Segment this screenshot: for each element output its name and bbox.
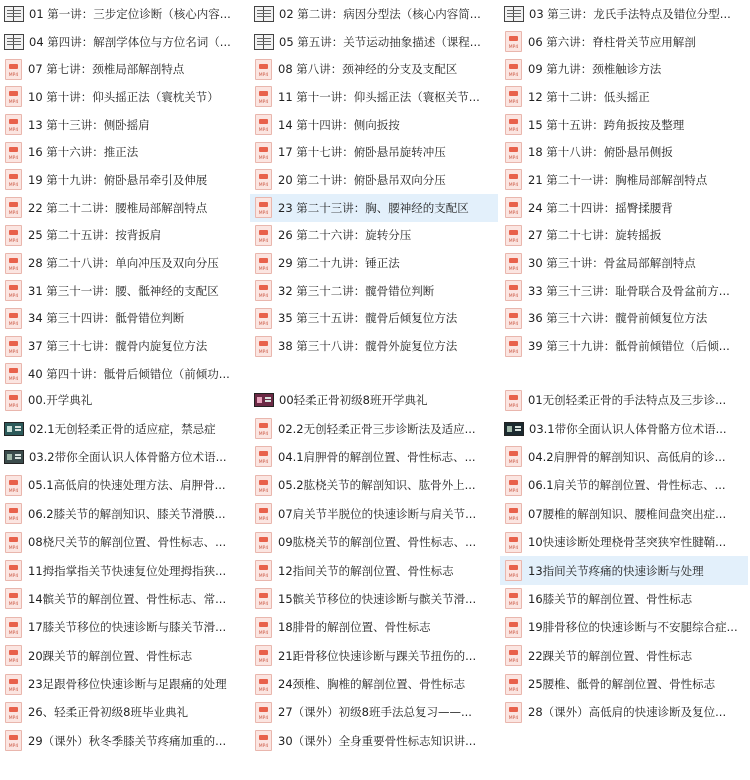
mp4-file-icon: MP4: [505, 702, 522, 723]
mp4-file-icon: MP4: [505, 446, 522, 467]
file-name: 26、轻柔正骨初级8班毕业典礼: [28, 705, 188, 720]
mp4-file-icon: MP4: [255, 59, 272, 80]
file-item[interactable]: [0, 585, 248, 613]
mp4-file-icon: MP4: [5, 560, 22, 581]
mp4-file-icon: MP4: [505, 503, 522, 524]
file-name: 37 第三十七讲：髋骨内旋复位方法: [28, 339, 208, 354]
file-item[interactable]: [250, 528, 498, 556]
file-item[interactable]: [250, 414, 498, 442]
mp4-file-icon: MP4: [5, 280, 22, 301]
file-name: 20 第二十讲：俯卧悬吊双向分压: [278, 172, 446, 187]
file-name: 15髌关节移位的快速诊断与髌关节滑...: [278, 591, 477, 606]
file-item[interactable]: [0, 166, 248, 194]
mp4-file-icon: MP4: [255, 197, 272, 218]
mp4-file-icon: MP4: [5, 114, 22, 135]
file-name: 17 第十七讲：俯卧悬吊旋转冲压: [278, 145, 446, 160]
mp4-file-icon: MP4: [255, 418, 272, 439]
file-name: 18 第十八讲：俯卧悬吊侧扳: [528, 145, 673, 160]
mp4-file-icon: MP4: [505, 475, 522, 496]
file-item[interactable]: [500, 500, 748, 528]
mp4-file-icon: MP4: [255, 142, 272, 163]
file-name: 04.2肩胛骨的解剖知识、高低肩的诊...: [528, 449, 726, 464]
file-item[interactable]: [500, 249, 748, 277]
file-name: 07 第七讲：颈椎局部解剖特点: [28, 62, 185, 77]
file-name: 33 第三十三讲：耻骨联合及骨盆前方...: [528, 283, 730, 298]
file-name: 28（课外）高低肩的快速诊断及复位...: [528, 705, 727, 720]
file-item[interactable]: [250, 138, 498, 166]
file-column: [250, 386, 500, 755]
file-name: 11拇指掌指关节快速复位处理拇指狭...: [28, 563, 227, 578]
file-name: 06 第六讲：脊柱骨关节应用解剖: [528, 34, 696, 49]
mp4-file-icon: MP4: [255, 730, 272, 751]
file-name: 00.开学典礼: [28, 393, 93, 408]
file-item[interactable]: [0, 83, 248, 111]
file-item[interactable]: [250, 443, 498, 471]
mp4-file-icon: MP4: [505, 617, 522, 638]
bottom-file-grid: [0, 386, 750, 780]
file-item[interactable]: [500, 670, 748, 698]
mp4-file-icon: MP4: [255, 503, 272, 524]
file-name: 17膝关节移位的快速诊断与膝关节滑...: [28, 620, 227, 635]
mp4-file-icon: MP4: [5, 253, 22, 274]
file-item[interactable]: [0, 642, 248, 670]
file-column: [0, 386, 250, 755]
file-item[interactable]: [500, 166, 748, 194]
mp4-file-icon: MP4: [255, 253, 272, 274]
mp4-file-icon: MP4: [255, 336, 272, 357]
file-name: 12指间关节的解剖位置、骨性标志: [278, 563, 454, 578]
file-name: 25 第二十五讲：按背扳肩: [28, 228, 162, 243]
file-name: 32 第三十二讲：髋骨错位判断: [278, 283, 435, 298]
video-thumbnail-icon: [4, 450, 24, 464]
mp4-file-icon: MP4: [505, 532, 522, 553]
file-name: 09 第九讲：颈椎触诊方法: [528, 62, 662, 77]
file-item[interactable]: [500, 471, 748, 499]
mp4-file-icon: MP4: [255, 674, 272, 695]
mp4-file-icon: MP4: [255, 645, 272, 666]
mp4-file-icon: MP4: [5, 308, 22, 329]
file-name: 09肱桡关节的解剖位置、骨性标志、...: [278, 535, 477, 550]
file-item[interactable]: [250, 556, 498, 584]
mp4-file-icon: MP4: [5, 197, 22, 218]
mp4-file-icon: MP4: [255, 475, 272, 496]
file-name: 08 第八讲：颈神经的分支及支配区: [278, 62, 458, 77]
file-name: 14髌关节的解剖位置、骨性标志、常...: [28, 591, 227, 606]
mp4-file-icon: MP4: [505, 336, 522, 357]
file-name: 30 第三十讲：骨盆局部解剖特点: [528, 256, 696, 271]
file-name: 03 第三讲：龙氏手法特点及错位分型...: [529, 6, 731, 21]
mp4-file-icon: MP4: [5, 730, 22, 751]
file-name: 15 第十五讲：跨角扳按及整理: [528, 117, 685, 132]
file-item[interactable]: [250, 277, 498, 305]
mp4-file-icon: MP4: [5, 390, 22, 411]
file-name: 27 第二十七讲：旋转摇扳: [528, 228, 662, 243]
mp4-file-icon: MP4: [255, 86, 272, 107]
file-name: 06.2膝关节的解剖知识、膝关节滑膜...: [28, 506, 226, 521]
mp4-file-icon: MP4: [5, 674, 22, 695]
file-item[interactable]: [250, 249, 498, 277]
mp4-file-icon: MP4: [5, 588, 22, 609]
document-file-icon: [254, 6, 274, 22]
file-name: 35 第三十五讲：髋骨后倾复位方法: [278, 311, 458, 326]
mp4-file-icon: MP4: [255, 617, 272, 638]
file-item[interactable]: [0, 727, 248, 755]
file-item[interactable]: [0, 0, 248, 28]
video-thumbnail-icon: [504, 422, 524, 436]
mp4-file-icon: MP4: [255, 446, 272, 467]
video-thumbnail-icon: [254, 393, 274, 407]
file-item[interactable]: [0, 249, 248, 277]
file-name: 10 第十讲：仰头摇正法（寰枕关节）: [28, 89, 219, 104]
file-item[interactable]: [500, 55, 748, 83]
file-item[interactable]: [250, 642, 498, 670]
file-name: 05.1高低肩的快速处理方法、肩胛骨...: [28, 478, 226, 493]
file-item[interactable]: [250, 670, 498, 698]
file-name: 16膝关节的解剖位置、骨性标志: [528, 591, 693, 606]
file-item[interactable]: [0, 500, 248, 528]
file-item[interactable]: [0, 556, 248, 584]
document-file-icon: [504, 6, 524, 22]
file-name: 00轻柔正骨初级8班开学典礼: [279, 393, 428, 408]
mp4-file-icon: MP4: [5, 169, 22, 190]
mp4-file-icon: MP4: [505, 197, 522, 218]
file-item[interactable]: [500, 332, 748, 360]
mp4-file-icon: MP4: [255, 114, 272, 135]
file-item[interactable]: [0, 613, 248, 641]
file-column: [500, 386, 750, 727]
file-item[interactable]: [500, 28, 748, 56]
file-item[interactable]: [250, 386, 498, 414]
file-item[interactable]: [250, 585, 498, 613]
file-name: 27（课外）初级8班手法总复习——...: [278, 705, 472, 720]
file-name: 29 第二十九讲：锤正法: [278, 256, 400, 271]
top-file-grid: [0, 0, 750, 384]
mp4-file-icon: MP4: [505, 390, 522, 411]
file-item[interactable]: [0, 55, 248, 83]
file-item[interactable]: [250, 28, 498, 56]
file-item[interactable]: [250, 55, 498, 83]
mp4-file-icon: MP4: [505, 169, 522, 190]
mp4-file-icon: MP4: [505, 645, 522, 666]
file-name: 14 第十四讲：侧向扳按: [278, 117, 400, 132]
file-name: 13 第十三讲：侧卧摇肩: [28, 117, 150, 132]
file-item[interactable]: [250, 500, 498, 528]
file-item[interactable]: [500, 585, 748, 613]
file-name: 31 第三十一讲：腰、骶神经的支配区: [28, 283, 219, 298]
file-item[interactable]: [250, 698, 498, 726]
mp4-file-icon: MP4: [5, 645, 22, 666]
file-item[interactable]: [500, 613, 748, 641]
file-name: 22 第二十二讲：腰椎局部解剖特点: [28, 200, 208, 215]
file-name: 16 第十六讲：推正法: [28, 145, 139, 160]
file-item[interactable]: [250, 166, 498, 194]
file-name: 04 第四讲：解剖学体位与方位名词（...: [29, 34, 231, 49]
mp4-file-icon: MP4: [505, 674, 522, 695]
mp4-file-icon: MP4: [255, 588, 272, 609]
file-name: 24颈椎、胸椎的解剖位置、骨性标志: [278, 677, 466, 692]
file-name: 23 第二十三讲：胸、腰神经的支配区: [278, 200, 469, 215]
file-name: 04.1肩胛骨的解剖位置、骨性标志、...: [278, 449, 476, 464]
file-column: [250, 0, 500, 360]
file-item[interactable]: [500, 556, 748, 584]
document-file-icon: [4, 6, 24, 22]
mp4-file-icon: MP4: [5, 86, 22, 107]
file-item[interactable]: [0, 670, 248, 698]
file-item[interactable]: [0, 194, 248, 222]
mp4-file-icon: MP4: [255, 280, 272, 301]
mp4-file-icon: MP4: [5, 617, 22, 638]
mp4-file-icon: MP4: [505, 114, 522, 135]
file-item[interactable]: [0, 414, 248, 442]
mp4-file-icon: MP4: [255, 560, 272, 581]
mp4-file-icon: MP4: [505, 280, 522, 301]
mp4-file-icon: MP4: [5, 225, 22, 246]
file-name: 38 第三十八讲：髋骨外旋复位方法: [278, 339, 458, 354]
mp4-file-icon: MP4: [5, 336, 22, 357]
mp4-file-icon: MP4: [255, 532, 272, 553]
mp4-file-icon: MP4: [5, 475, 22, 496]
mp4-file-icon: MP4: [255, 169, 272, 190]
file-item[interactable]: [500, 194, 748, 222]
file-name: 07肩关节半脱位的快速诊断与肩关节...: [278, 506, 477, 521]
file-item[interactable]: [250, 727, 498, 755]
document-file-icon: [4, 34, 24, 50]
mp4-file-icon: MP4: [505, 253, 522, 274]
file-column: [0, 0, 250, 388]
file-item[interactable]: [0, 138, 248, 166]
file-name: 28 第二十八讲：单向冲压及双向分压: [28, 256, 219, 271]
file-name: 21 第二十一讲：胸椎局部解剖特点: [528, 172, 708, 187]
file-item[interactable]: [250, 305, 498, 333]
file-name: 20踝关节的解剖位置、骨性标志: [28, 648, 193, 663]
file-name: 30（课外）全身重要骨性标志知识讲...: [278, 733, 477, 748]
mp4-file-icon: MP4: [5, 702, 22, 723]
file-item[interactable]: [500, 222, 748, 250]
file-item[interactable]: [250, 222, 498, 250]
file-column: [500, 0, 750, 360]
file-name: 24 第二十四讲：摇臀揉腰背: [528, 200, 673, 215]
file-item[interactable]: [500, 111, 748, 139]
file-name: 05.2肱桡关节的解剖知识、肱骨外上...: [278, 478, 476, 493]
file-item[interactable]: [0, 277, 248, 305]
file-item[interactable]: [250, 332, 498, 360]
file-item[interactable]: [0, 443, 248, 471]
mp4-file-icon: MP4: [505, 308, 522, 329]
file-item[interactable]: [500, 642, 748, 670]
mp4-file-icon: MP4: [255, 225, 272, 246]
file-name: 08桡尺关节的解剖位置、骨性标志、...: [28, 535, 227, 550]
mp4-file-icon: MP4: [505, 225, 522, 246]
file-item[interactable]: [250, 471, 498, 499]
file-item[interactable]: [0, 28, 248, 56]
file-item[interactable]: [500, 386, 748, 414]
mp4-file-icon: MP4: [505, 560, 522, 581]
mp4-file-icon: MP4: [505, 31, 522, 52]
mp4-file-icon: MP4: [505, 588, 522, 609]
file-name: 36 第三十六讲：髋骨前倾复位方法: [528, 311, 708, 326]
file-name: 40 第四十讲：骶骨后倾错位（前倾功...: [28, 366, 230, 381]
mp4-file-icon: MP4: [505, 59, 522, 80]
file-item[interactable]: [0, 471, 248, 499]
file-item[interactable]: [250, 83, 498, 111]
file-name: 25腰椎、骶骨的解剖位置、骨性标志: [528, 677, 716, 692]
file-item[interactable]: [500, 305, 748, 333]
file-item[interactable]: [500, 698, 748, 726]
mp4-file-icon: MP4: [5, 503, 22, 524]
document-file-icon: [254, 34, 274, 50]
file-name: 12 第十二讲：低头摇正: [528, 89, 650, 104]
file-item[interactable]: [250, 613, 498, 641]
file-item[interactable]: [500, 414, 748, 442]
file-item[interactable]: [500, 528, 748, 556]
file-item[interactable]: [0, 222, 248, 250]
video-thumbnail-icon: [4, 422, 24, 436]
file-item[interactable]: [0, 386, 248, 414]
file-name: 29（课外）秋冬季膝关节疼痛加重的...: [28, 733, 227, 748]
file-item[interactable]: [500, 443, 748, 471]
mp4-file-icon: MP4: [5, 532, 22, 553]
file-name: 21距骨移位快速诊断与踝关节扭伤的...: [278, 648, 477, 663]
file-item[interactable]: [500, 138, 748, 166]
file-name: 07腰椎的解剖知识、腰椎间盘突出症...: [528, 506, 727, 521]
file-name: 01 第一讲：三步定位诊断（核心内容...: [29, 6, 231, 21]
file-name: 05 第五讲：关节运动抽象描述（课程...: [279, 34, 481, 49]
mp4-file-icon: MP4: [5, 363, 22, 384]
file-item[interactable]: [0, 305, 248, 333]
file-name: 02 第二讲：病因分型法（核心内容简...: [279, 6, 481, 21]
file-name: 02.1无创轻柔正骨的适应症，禁忌症: [29, 421, 216, 436]
file-name: 13指间关节疼痛的快速诊断与处理: [528, 563, 704, 578]
file-name: 39 第三十九讲：骶骨前倾错位（后倾...: [528, 339, 730, 354]
file-name: 06.1肩关节的解剖位置、骨性标志、...: [528, 478, 726, 493]
file-item[interactable]: [500, 0, 748, 28]
file-name: 19腓骨移位的快速诊断与不安腿综合症...: [528, 620, 738, 635]
file-name: 03.2带你全面认识人体骨骼方位术语...: [29, 449, 227, 464]
file-name: 10快速诊断处理桡骨茎突狭窄性腱鞘...: [528, 535, 727, 550]
file-item[interactable]: [250, 194, 498, 222]
mp4-file-icon: MP4: [5, 59, 22, 80]
file-name: 11 第十一讲：仰头摇正法（寰枢关节...: [278, 89, 480, 104]
file-item[interactable]: [0, 332, 248, 360]
file-item[interactable]: [500, 83, 748, 111]
file-item[interactable]: [250, 111, 498, 139]
file-name: 26 第二十六讲：旋转分压: [278, 228, 412, 243]
mp4-file-icon: MP4: [505, 142, 522, 163]
file-name: 22踝关节的解剖位置、骨性标志: [528, 648, 693, 663]
file-item[interactable]: [0, 111, 248, 139]
mp4-file-icon: MP4: [255, 702, 272, 723]
file-item[interactable]: [250, 0, 498, 28]
file-item[interactable]: [500, 277, 748, 305]
file-name: 18腓骨的解剖位置、骨性标志: [278, 620, 431, 635]
file-name: 23足跟骨移位快速诊断与足跟痛的处理: [28, 677, 227, 692]
file-name: 01无创轻柔正骨的手法特点及三步诊...: [528, 393, 727, 408]
file-item[interactable]: [0, 698, 248, 726]
file-name: 02.2无创轻柔正骨三步诊断法及适应...: [278, 421, 476, 436]
file-item[interactable]: [0, 528, 248, 556]
mp4-file-icon: MP4: [505, 86, 522, 107]
mp4-file-icon: MP4: [255, 308, 272, 329]
mp4-file-icon: MP4: [5, 142, 22, 163]
file-name: 03.1带你全面认识人体骨骼方位术语...: [529, 421, 727, 436]
file-name: 34 第三十四讲：骶骨错位判断: [28, 311, 185, 326]
file-name: 19 第十九讲：俯卧悬吊牵引及伸展: [28, 172, 208, 187]
